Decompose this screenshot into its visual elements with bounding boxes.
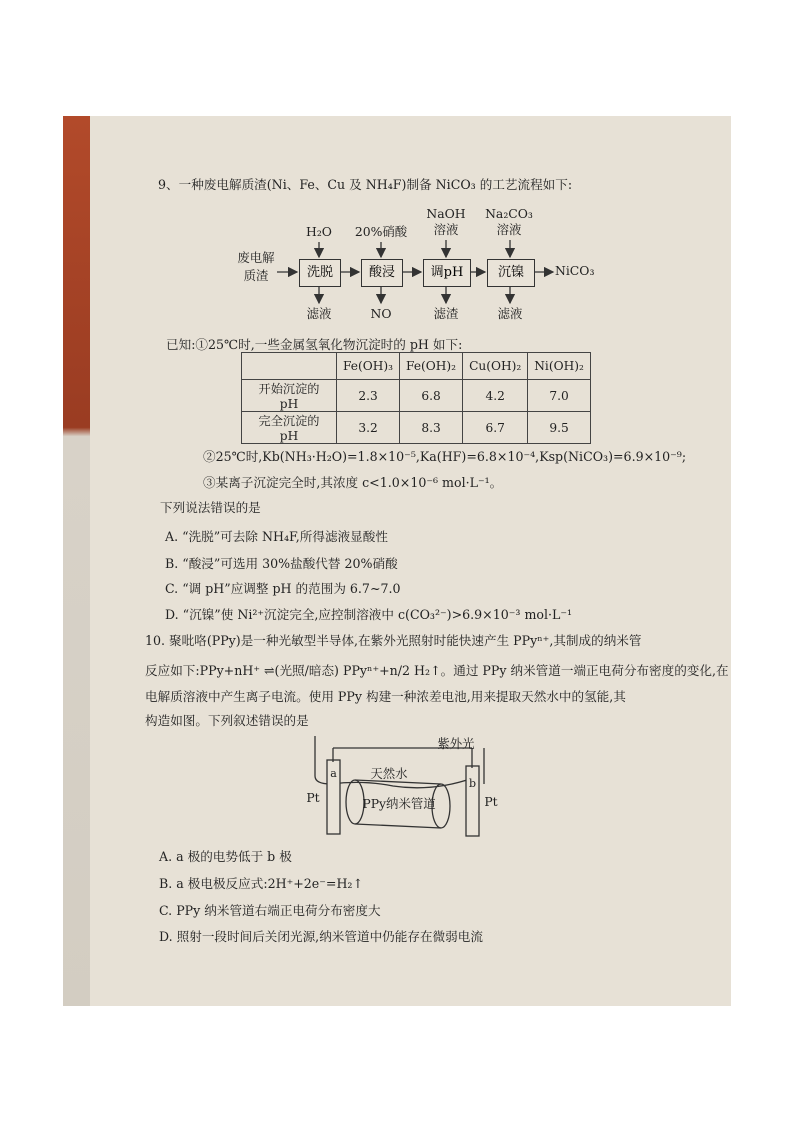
table-cell: 3.2 bbox=[337, 412, 400, 444]
table-header-cell: Cu(OH)₂ bbox=[463, 353, 528, 380]
input-label-1: 废电解 bbox=[237, 250, 275, 265]
waste-4: 滤液 bbox=[497, 306, 523, 321]
tube-label: PPy纳米管道 bbox=[362, 796, 436, 811]
pt-left-label: Pt bbox=[306, 790, 320, 805]
question-9-prompt: 下列说法错误的是 bbox=[160, 500, 261, 515]
electrode-a-label: a bbox=[330, 767, 337, 780]
product-label: NiCO₃ bbox=[555, 263, 595, 278]
step-box-precipitate-ni: 沉镍 bbox=[487, 259, 535, 287]
electrode-b-label: b bbox=[468, 777, 477, 790]
waste-2: NO bbox=[370, 306, 392, 321]
row-label: 完全沉淀的 pH bbox=[242, 412, 337, 444]
photographed-page bbox=[63, 116, 731, 1006]
reagent-3-line1: NaOH bbox=[426, 206, 466, 221]
question-10-line-3: 电解质溶液中产生离子电流。使用 PPy 构建一种浓差电池,用来提取天然水中的氢能,其 bbox=[145, 689, 626, 704]
known-condition-3: ③某离子沉淀完全时,其浓度 c<1.0×10⁻⁶ mol·L⁻¹。 bbox=[203, 475, 503, 490]
reagent-4-line1: Na₂CO₃ bbox=[485, 206, 533, 221]
table-header-cell: Fe(OH)₂ bbox=[400, 353, 463, 380]
table-cell: 6.7 bbox=[463, 412, 528, 444]
table-cell: 9.5 bbox=[528, 412, 591, 444]
step-box-adjust-ph: 调pH bbox=[423, 259, 471, 287]
pt-right-label: Pt bbox=[484, 794, 498, 809]
table-cell: 4.2 bbox=[463, 380, 528, 412]
table-cell: 2.3 bbox=[337, 380, 400, 412]
question-10-line-2: 反应如下:PPy+nH⁺ ⇌(光照/暗态) PPyⁿ⁺+n/2 H₂↑。通过 PPy 纳米管道一端正电荷分布密度的变化,在 bbox=[145, 663, 729, 678]
question-10-option-b: B. a 极电极反应式:2H⁺+2e⁻=H₂↑ bbox=[159, 876, 364, 891]
step-box-acid-leach: 酸浸 bbox=[361, 259, 403, 287]
question-10-option-d: D. 照射一段时间后关闭光源,纳米管道中仍能存在微弱电流 bbox=[159, 929, 483, 944]
reagent-1-line2: H₂O bbox=[306, 224, 332, 239]
known-condition-2: ②25℃时,Kb(NH₃·H₂O)=1.8×10⁻⁵,Ka(HF)=6.8×10⁻⁴,Ksp(NiCO₃)=6.9×10⁻⁹; bbox=[203, 449, 687, 464]
table-header-cell: Fe(OH)₃ bbox=[337, 353, 400, 380]
water-label: 天然水 bbox=[370, 766, 408, 781]
row-label: 开始沉淀的 pH bbox=[242, 380, 337, 412]
input-label-2: 质渣 bbox=[243, 268, 269, 283]
step-box-wash: 洗脱 bbox=[299, 259, 341, 287]
table-cell: 8.3 bbox=[400, 412, 463, 444]
question-9-option-c: C. “调 pH”应调整 pH 的范围为 6.7~7.0 bbox=[165, 581, 401, 596]
question-10-option-c: C. PPy 纳米管道右端正电荷分布密度大 bbox=[159, 903, 381, 918]
known-conditions-intro: 已知:①25℃时,一些金属氢氧化物沉淀时的 pH 如下: bbox=[166, 337, 463, 352]
uv-label: 紫外光 bbox=[437, 736, 475, 751]
table-cell: 6.8 bbox=[400, 380, 463, 412]
waste-1: 滤液 bbox=[306, 306, 332, 321]
question-10-option-a: A. a 极的电势低于 b 极 bbox=[159, 849, 292, 864]
question-9-title: 9、一种废电解质渣(Ni、Fe、Cu 及 NH₄F)制备 NiCO₃ 的工艺流程如下: bbox=[158, 177, 573, 192]
tube-bottom bbox=[355, 824, 441, 828]
table-header-cell: Ni(OH)₂ bbox=[528, 353, 591, 380]
reagent-2-line2: 20%硝酸 bbox=[354, 224, 408, 239]
table-cell: 7.0 bbox=[528, 380, 591, 412]
question-10-line-1: 10. 聚吡咯(PPy)是一种光敏型半导体,在紫外光照射时能快速产生 PPyⁿ⁺,其制成的纳米管 bbox=[145, 633, 642, 648]
question-9-option-a: A. “洗脱”可去除 NH₄F,所得滤液显酸性 bbox=[165, 529, 388, 544]
question-9-option-d: D. “沉镍”使 Ni²⁺沉淀完全,应控制溶液中 c(CO₃²⁻)>6.9×10⁻³ mol·L⁻¹ bbox=[165, 607, 573, 622]
reagent-4-line2: 溶液 bbox=[496, 222, 522, 237]
waste-3: 滤渣 bbox=[433, 306, 459, 321]
reagent-3-line2: 溶液 bbox=[433, 222, 459, 237]
question-9-option-b: B. “酸浸”可选用 30%盐酸代替 20%硝酸 bbox=[165, 556, 398, 571]
question-10-line-4: 构造如图。下列叙述错误的是 bbox=[145, 713, 309, 728]
